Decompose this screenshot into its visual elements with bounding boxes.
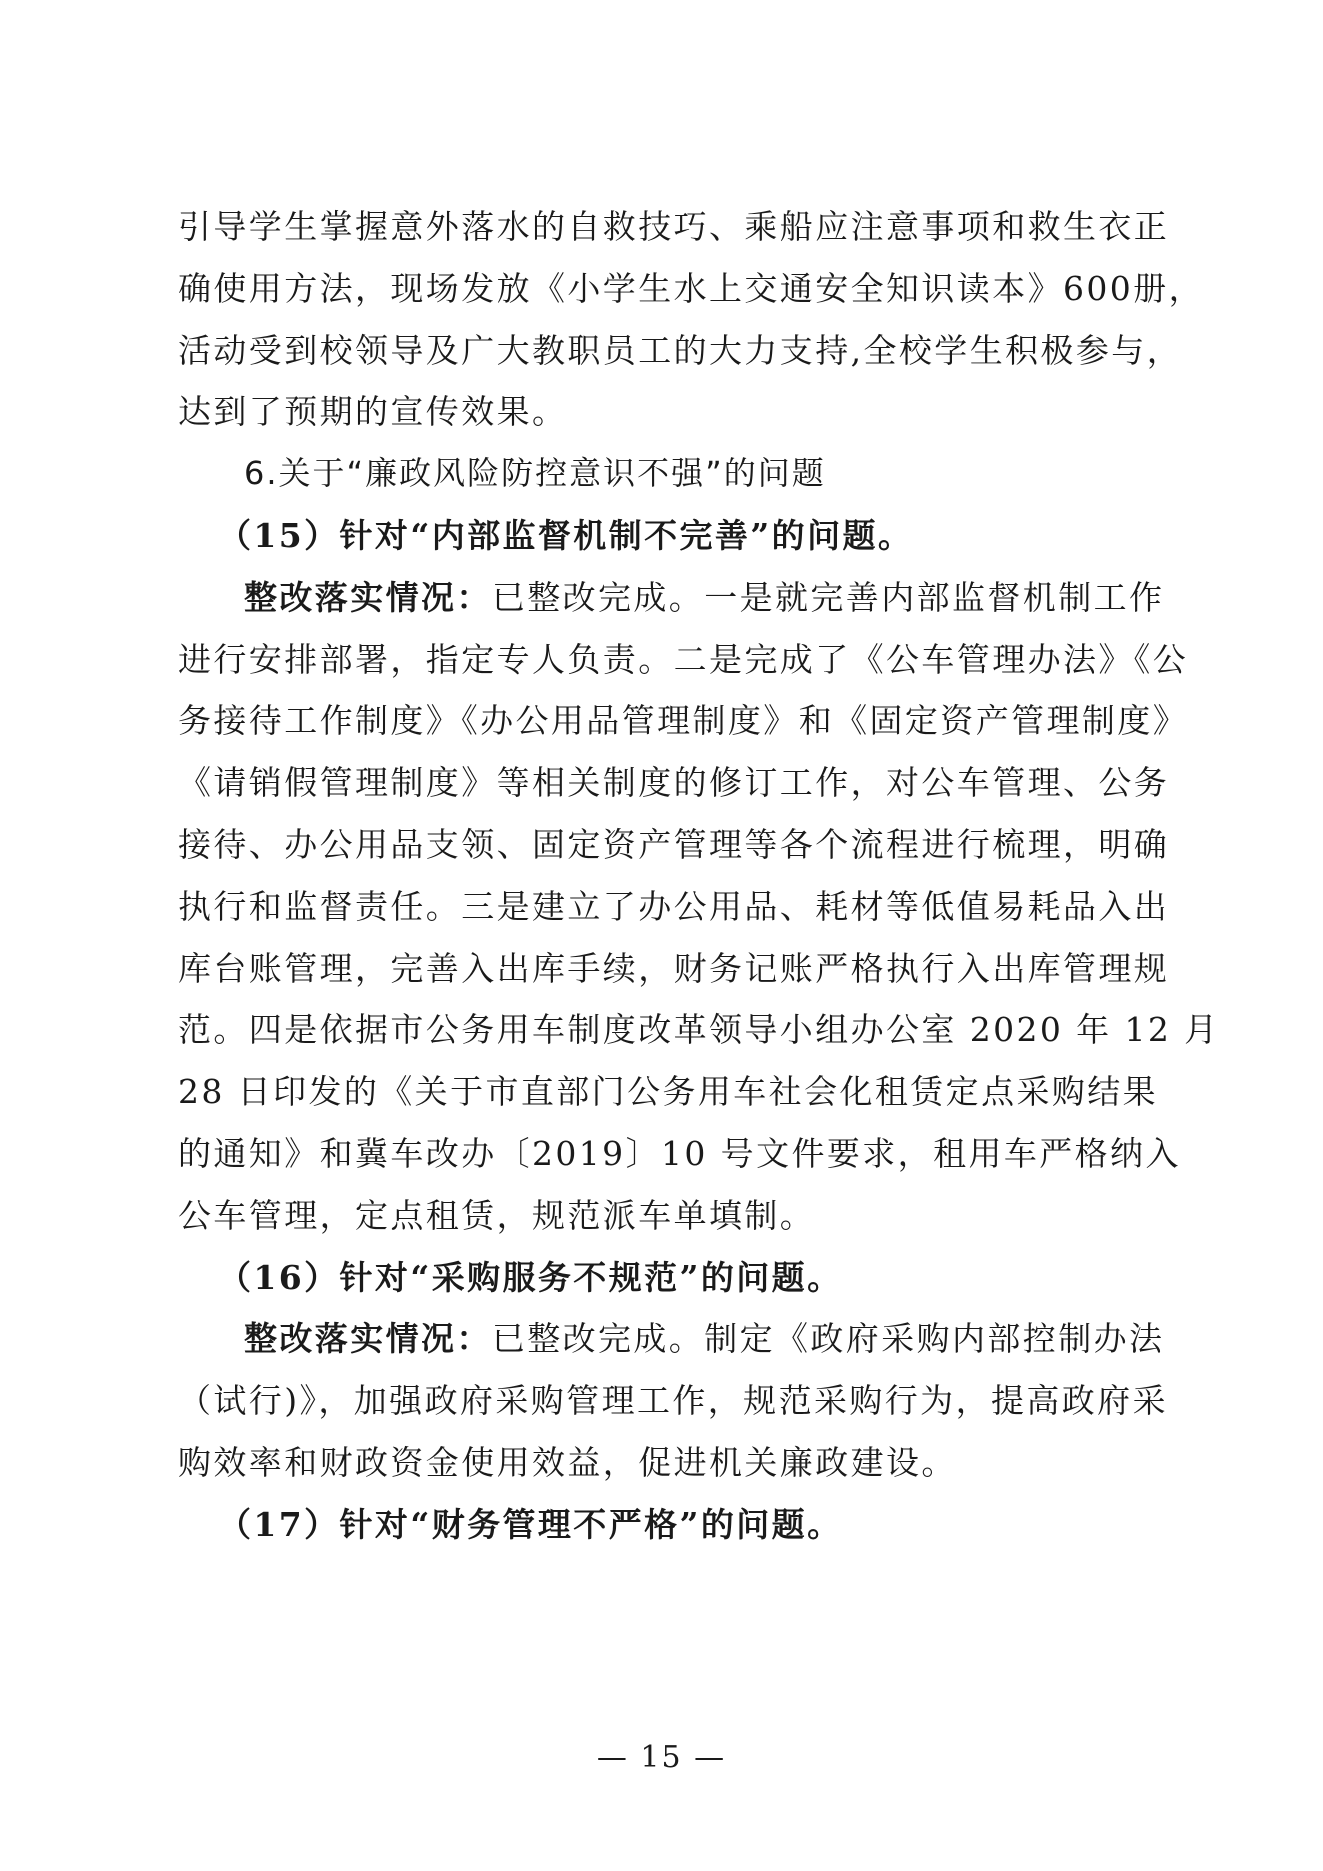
paragraph-line: 的通知》和冀车改办〔2019〕10 号文件要求，租用车严格纳入 [178,1133,1181,1173]
paragraph-line: 公车管理，定点租赁，规范派车单填制。 [178,1195,816,1235]
item-15-label: 整改落实情况： [244,577,492,617]
paragraph-line: （试行)》，加强政府采购管理工作，规范采购行为，提高政府采 [178,1381,1168,1421]
paragraph-line: 范。四是依据市公务用车制度改革领导小组办公室 2020 年 12 月 [178,1010,1220,1050]
paragraph-line: 28 日印发的《关于市直部门公务用车社会化租赁定点采购结果 [178,1072,1159,1112]
paragraph-line: 接待、办公用品支领、固定资产管理等各个流程进行梳理，明确 [178,824,1170,864]
paragraph-line: 进行安排部署，指定专人负责。二是完成了《公车管理办法》《公 [178,639,1189,679]
paragraph-line: 《请销假管理制度》等相关制度的修订工作，对公车管理、公务 [178,763,1170,803]
item-16-heading: （16）针对“采购服务不规范”的问题。 [218,1257,843,1297]
paragraph-line: 引导学生掌握意外落水的自救技巧、乘船应注意事项和救生衣正 [178,207,1170,246]
paragraph-line: 确使用方法，现场发放《小学生水上交通安全知识读本》600册， [178,268,1204,308]
document-body [178,196,1220,1556]
item-15-first-line [178,567,1168,629]
page-number: — 15 — [596,1740,727,1775]
item-15-heading: （15）针对“内部监督机制不完善”的问题。 [218,515,914,555]
paragraph-line: 购效率和财政资金使用效益，促进机关廉政建设。 [178,1442,957,1482]
item-16-label: 整改落实情况： [244,1319,492,1359]
paragraph-line: 活动受到校领导及广大教职员工的大力支持,全校学生积极参与， [178,330,1183,370]
paragraph-line: 达到了预期的宣传效果。 [178,392,568,432]
item-16-first-line [178,1308,1168,1370]
paragraph-line: 务接待工作制度》《办公用品管理制度》和《固定资产管理制度》 [178,701,1189,741]
section-heading: 6.关于“廉政风险防控意识不强”的问题 [244,454,826,493]
paragraph-line: 执行和监督责任。三是建立了办公用品、耗材等低值易耗品入出 [178,886,1170,926]
paragraph-line: 库台账管理，完善入出库手续，财务记账严格执行入出库管理规 [178,948,1170,988]
item-17-heading: （17）针对“财务管理不严格”的问题。 [218,1504,843,1544]
item-16-text: 已整改完成。制定《政府采购内部控制办法 [491,1319,1165,1359]
item-15-text: 已整改完成。一是就完善内部监督机制工作 [491,577,1165,617]
